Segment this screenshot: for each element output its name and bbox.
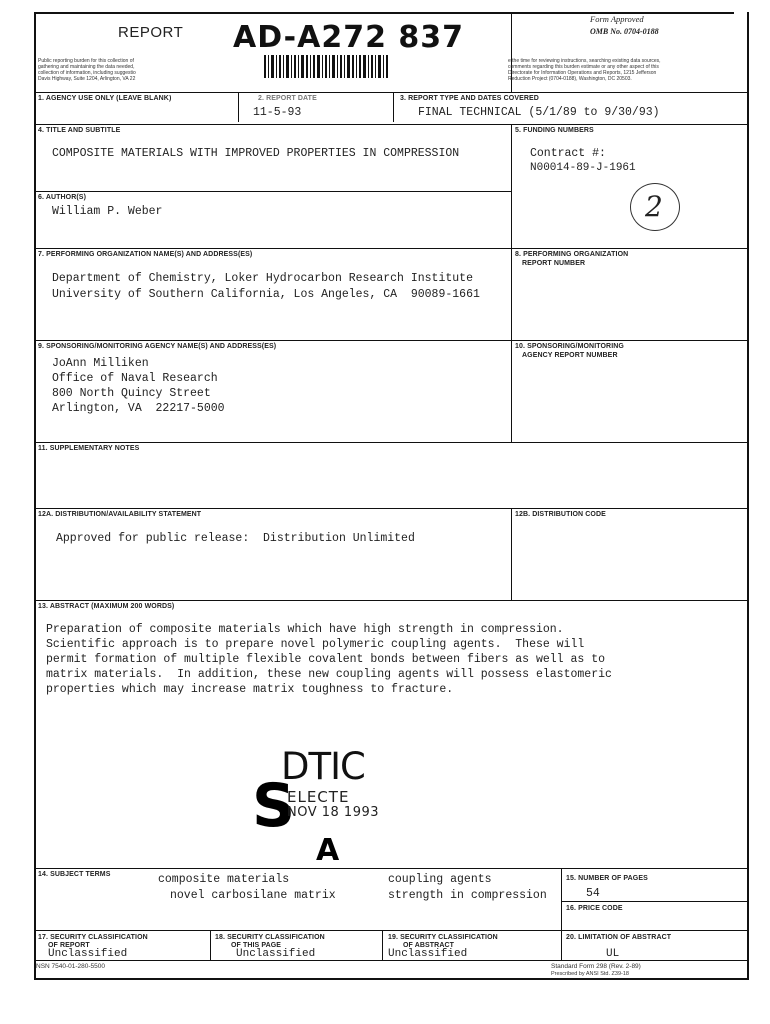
rule-col-right-4 [511, 508, 512, 600]
report-date-label: 2. REPORT DATE [258, 95, 317, 102]
subject-term: strength in compression [388, 889, 547, 902]
rule-pages-sep [561, 901, 749, 902]
rule-col-right [511, 124, 512, 248]
ad-number: AD-A272 837 [233, 20, 465, 55]
agency-use-label: 1. AGENCY USE ONLY (LEAVE BLANK) [38, 95, 172, 102]
rule-row13-top [34, 600, 749, 601]
sponsor-line3: 800 North Quincy Street [52, 387, 211, 400]
sec-page-value: Unclassified [236, 948, 316, 960]
rule-row17-v3 [561, 930, 562, 960]
subject-term: novel carbosilane matrix [170, 889, 336, 902]
rule-row11-top [34, 442, 749, 443]
rule-row1-top [34, 92, 749, 93]
rule-row17-top [34, 930, 749, 931]
pages-value: 54 [586, 887, 600, 900]
report-type-value: FINAL TECHNICAL (5/1/89 to 9/30/93) [418, 106, 660, 119]
stamp-s-letter: S [252, 771, 296, 841]
report-heading-fragment: REPORT [118, 24, 184, 41]
title-label: 4. TITLE AND SUBTITLE [38, 127, 121, 134]
barcode-image [264, 55, 390, 78]
sec-abstract-value: Unclassified [388, 948, 468, 960]
stamp-date: NOV 18 1993 [287, 805, 380, 820]
funding-line1: Contract #: [530, 147, 606, 160]
frame-left [34, 12, 36, 980]
burden-statement-left: Public reporting burden for this collection of gathering and maintaining the data needed, collection of information, including suggestio Davis Highway, Suite 1204, Arlington, VA 22 [38, 58, 136, 82]
sec-page-label-1: 18. SECURITY CLASSIFICATION [215, 934, 325, 941]
limitation-value: UL [606, 948, 620, 960]
abstract-line: matrix materials. In addition, these new coupling agents will possess elastomeric [46, 668, 612, 681]
dtic-word: DTIC [281, 745, 365, 788]
sponsor-line4: Arlington, VA 22217-5000 [52, 402, 225, 415]
rule-col-right-3 [511, 340, 512, 442]
rule-col-right-2 [511, 248, 512, 340]
abstract-line: properties which may increase matrix toughness to fracture. [46, 683, 454, 696]
abstract-line: Scientific approach is to prepare novel polymeric coupling agents. These will [46, 638, 585, 651]
perf-org-label: 7. PERFORMING ORGANIZATION NAME(S) AND ADDRESS(ES) [38, 251, 253, 258]
abstract-line: Preparation of composite materials which have high strength in compression. [46, 623, 564, 636]
limitation-label: 20. LIMITATION OF ABSTRACT [566, 934, 672, 941]
frame-bottom [34, 978, 749, 980]
report-date-value: 11-5-93 [253, 106, 302, 119]
abstract-label: 13. ABSTRACT (MAXIMUM 200 WORDS) [38, 603, 175, 610]
subject-term: composite materials [158, 873, 290, 886]
sponsor-report-label-1: 10. SPONSORING/MONITORING [515, 343, 624, 350]
frame-right [747, 12, 749, 980]
sec-page-label-2: OF THIS PAGE [231, 942, 282, 949]
perf-report-label-1: 8. PERFORMING ORGANIZATION [515, 251, 629, 258]
distribution-value: Approved for public release: Distribution Unlimited [56, 532, 415, 545]
supplementary-label: 11. SUPPLEMENTARY NOTES [38, 445, 140, 452]
stamp-a-letter: A [316, 833, 340, 868]
authors-label: 6. AUTHOR(S) [38, 194, 86, 201]
sponsor-report-label-2: AGENCY REPORT NUMBER [522, 352, 618, 359]
handwritten-circled-number [630, 183, 680, 231]
stamp-electe: ELECTE [287, 788, 350, 806]
sec-report-value: Unclassified [48, 948, 128, 960]
perf-report-label-2: REPORT NUMBER [522, 260, 586, 267]
rule-row1-v1 [238, 92, 239, 122]
sec-abstract-label-1: 19. SECURITY CLASSIFICATION [388, 934, 498, 941]
rule-row17-bottom [34, 960, 749, 961]
omb-number: OMB No. 0704-0188 [590, 27, 659, 36]
rule-row17-v2 [382, 930, 383, 960]
rule-row14-top [34, 868, 749, 869]
rule-row7-top [34, 248, 749, 249]
rule-col-pages [561, 868, 562, 930]
funding-line2: N00014-89-J-1961 [530, 162, 636, 174]
prescribed-by: Prescribed by ANSI Std. Z39-18 [551, 971, 629, 977]
abstract-line: permit formation of multiple flexible covalent bonds between fibers as well as to [46, 653, 605, 666]
dtic-electe-stamp [252, 745, 412, 875]
sec-abstract-label-2: OF ABSTRACT [403, 942, 455, 949]
perf-org-line2: University of Southern California, Los Angeles, CA 90089-1661 [52, 288, 480, 301]
rule-row17-v1 [210, 930, 211, 960]
rule-row12-top [34, 508, 749, 509]
sponsor-label: 9. SPONSORING/MONITORING AGENCY NAME(S) AND ADDRESS(ES) [38, 343, 277, 350]
report-type-label: 3. REPORT TYPE AND DATES COVERED [400, 95, 539, 102]
subject-terms-label: 14. SUBJECT TERMS [38, 871, 111, 878]
funding-label: 5. FUNDING NUMBERS [515, 127, 594, 134]
form-approved-label: Form Approved [590, 14, 644, 24]
sec-report-label-1: 17. SECURITY CLASSIFICATION [38, 934, 148, 941]
handwritten-digit: 2 [645, 190, 663, 223]
burden-statement-right: e the time for reviewing instructions, searching existing data sources, comments regarding this burden estimate or any other aspect of this Directorate for Information Operations and Reports, 1215 Jefferson Reduction Project (0704-0188), Washington, DC 20503. [508, 58, 661, 82]
distribution-code-label: 12B. DISTRIBUTION CODE [515, 511, 606, 518]
rule-row9-top [34, 340, 749, 341]
sponsor-line1: JoAnn Milliken [52, 357, 149, 370]
pages-label: 15. NUMBER OF PAGES [566, 875, 648, 882]
nsn-number: NSN 7540-01-280-5500 [36, 963, 106, 970]
title-value: COMPOSITE MATERIALS WITH IMPROVED PROPERTIES IN COMPRESSION [52, 147, 460, 160]
authors-value: William P. Weber [52, 205, 163, 218]
rule-row1-v2 [393, 92, 394, 122]
standard-form: Standard Form 298 (Rev. 2-89) [551, 963, 641, 970]
perf-org-line1: Department of Chemistry, Loker Hydrocarbon Research Institute [52, 272, 473, 285]
sponsor-line2: Office of Naval Research [52, 372, 218, 385]
rule-row4-top [34, 124, 749, 125]
price-code-label: 16. PRICE CODE [566, 905, 623, 912]
sec-report-label-2: OF REPORT [48, 942, 90, 949]
rule-row6-top [34, 191, 511, 192]
subject-term: coupling agents [388, 873, 492, 886]
distribution-label: 12A. DISTRIBUTION/AVAILABILITY STATEMENT [38, 511, 202, 518]
